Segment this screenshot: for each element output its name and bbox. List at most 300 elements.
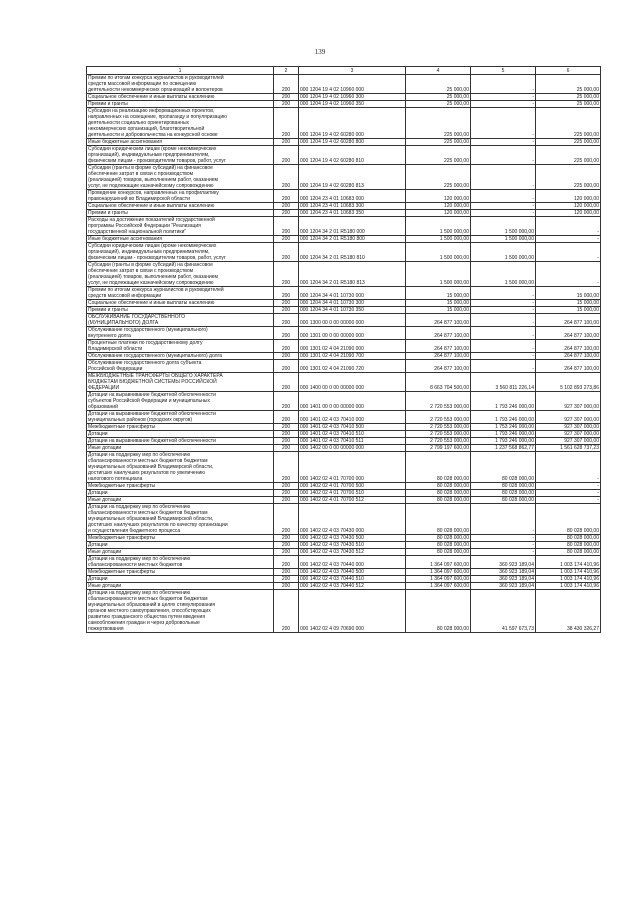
row-executed-cell: 80 028 000,00 <box>471 497 536 504</box>
row-total-cell: 2 720 553 000,00 <box>406 431 471 438</box>
row-code-cell: 200 <box>274 373 299 392</box>
table-row <box>87 146 601 165</box>
row-name-cell: Обслуживание государственного (муниципального) внутреннего долга <box>87 327 274 340</box>
row-executed-cell: 1 753 246 000,00 <box>471 424 536 431</box>
row-remaining-cell: 25 000,00 <box>536 101 601 108</box>
row-total-cell: 1 500 000,00 <box>406 262 471 287</box>
row-remaining-cell: - <box>536 452 601 483</box>
table-row <box>87 165 601 190</box>
row-remaining-cell: 264 877 100,00 <box>536 353 601 360</box>
row-kbk-cell: 000 1402 02 4 03 70430 000 <box>299 504 406 535</box>
row-total-cell: 80 028 000,00 <box>406 542 471 549</box>
row-executed-cell: 360 923 189,04 <box>471 569 536 576</box>
row-kbk-cell: 000 1402 00 0 00 00000 000 <box>299 445 406 452</box>
row-code-cell: 200 <box>274 314 299 327</box>
row-code-cell: 200 <box>274 583 299 590</box>
header-cell: 3 <box>299 67 406 75</box>
table-row <box>87 101 601 108</box>
table-row <box>87 327 601 340</box>
row-kbk-cell: 000 1204 34 4 01 10730 000 <box>299 287 406 300</box>
row-kbk-cell: 000 1402 02 4 09 70690 000 <box>299 590 406 633</box>
row-executed-cell: 360 923 189,04 <box>471 556 536 569</box>
row-name-cell: Дотации на поддержку мер по обеспечению сбалансированности местных бюджетов бюджетам муниципальных образований Владимирской области, достигших наилучших результатов по увеличению налогового потенциала <box>87 452 274 483</box>
row-executed-cell: - <box>471 314 536 327</box>
row-code-cell: 200 <box>274 101 299 108</box>
row-name-cell: Субсидии на реализацию информационных проектов, направленных на освещение, пропаганду и популяризацию деятельности социально ориентированных некоммерческих организаций, благотворительной деятельности и добровольчества на конкурсной основе <box>87 108 274 139</box>
row-kbk-cell: 000 1401 02 4 03 70410 000 <box>299 411 406 424</box>
row-remaining-cell: 1 003 174 410,96 <box>536 556 601 569</box>
row-remaining-cell: 80 028 000,00 <box>536 535 601 542</box>
table-row <box>87 340 601 353</box>
row-name-cell: Межбюджетные трансферты <box>87 569 274 576</box>
row-executed-cell: - <box>471 146 536 165</box>
row-code-cell: 200 <box>274 360 299 373</box>
row-executed-cell: 3 560 811 226,14 <box>471 373 536 392</box>
row-code-cell: 200 <box>274 556 299 569</box>
row-remaining-cell: - <box>536 262 601 287</box>
row-code-cell: 200 <box>274 535 299 542</box>
row-executed-cell: - <box>471 504 536 535</box>
row-code-cell: 200 <box>274 431 299 438</box>
budget-table-body <box>87 67 601 633</box>
row-name-cell: Премии и гранты <box>87 101 274 108</box>
row-total-cell: 25 000,00 <box>406 101 471 108</box>
row-executed-cell: - <box>471 353 536 360</box>
row-total-cell: 264 877 100,00 <box>406 340 471 353</box>
row-name-cell: Премии по итогам конкурса журналистов и руководителей средств массовой информации <box>87 287 274 300</box>
row-total-cell: 120 000,00 <box>406 190 471 203</box>
row-kbk-cell: 000 1402 02 4 01 70700 512 <box>299 497 406 504</box>
row-total-cell: 80 028 000,00 <box>406 452 471 483</box>
row-total-cell: 15 000,00 <box>406 300 471 307</box>
table-row <box>87 542 601 549</box>
row-remaining-cell: 225 000,00 <box>536 146 601 165</box>
table-row <box>87 549 601 556</box>
row-executed-cell: 80 028 000,00 <box>471 452 536 483</box>
row-total-cell: 15 000,00 <box>406 287 471 300</box>
row-code-cell: 200 <box>274 340 299 353</box>
row-total-cell: 80 028 000,00 <box>406 483 471 490</box>
row-kbk-cell: 000 1204 19 4 02 60280 000 <box>299 108 406 139</box>
table-row <box>87 411 601 424</box>
row-executed-cell: - <box>471 340 536 353</box>
row-executed-cell: - <box>471 287 536 300</box>
row-executed-cell: 1 500 000,00 <box>471 243 536 262</box>
row-kbk-cell: 000 1402 02 4 03 70440 500 <box>299 569 406 576</box>
row-executed-cell: 360 923 189,04 <box>471 583 536 590</box>
row-remaining-cell: 80 028 000,00 <box>536 549 601 556</box>
row-kbk-cell: 000 1402 02 4 01 70700 510 <box>299 490 406 497</box>
row-code-cell: 200 <box>274 217 299 236</box>
row-executed-cell: 1 793 246 000,00 <box>471 438 536 445</box>
row-remaining-cell: 264 877 100,00 <box>536 340 601 353</box>
row-remaining-cell: 264 877 100,00 <box>536 327 601 340</box>
row-code-cell: 200 <box>274 497 299 504</box>
row-kbk-cell: 000 1301 02 4 04 21090 720 <box>299 360 406 373</box>
row-name-cell: Дотации на поддержку мер по обеспечению сбалансированности местных бюджетов бюджетам муниципальных образований в целях стимулирования органов местного самоуправления, способствующих развитию гражданского общества путем введения самообложения граждан и через добровольные пожертвования <box>87 590 274 633</box>
row-code-cell: 200 <box>274 190 299 203</box>
row-remaining-cell: 1 561 628 737,23 <box>536 445 601 452</box>
row-name-cell: Премии по итогам конкурса журналистов и руководителей средств массовой информации по освещению деятельности некоммерческих организаций и волонтеров <box>87 75 274 94</box>
row-kbk-cell: 000 1204 19 4 02 60280 813 <box>299 165 406 190</box>
row-remaining-cell: 38 430 326,27 <box>536 590 601 633</box>
row-executed-cell: 1 793 246 000,00 <box>471 431 536 438</box>
row-executed-cell: - <box>471 75 536 94</box>
row-kbk-cell: 000 1402 02 4 03 70440 000 <box>299 556 406 569</box>
row-kbk-cell: 000 1402 02 4 03 70440 510 <box>299 576 406 583</box>
row-code-cell: 200 <box>274 108 299 139</box>
row-name-cell: Дотации <box>87 542 274 549</box>
table-row <box>87 94 601 101</box>
table-row <box>87 583 601 590</box>
row-total-cell: 1 364 097 600,00 <box>406 569 471 576</box>
row-total-cell: 1 364 097 600,00 <box>406 576 471 583</box>
row-name-cell: Субсидии юридическим лицам (кроме некоммерческих организаций), индивидуальным предпринимателям, физическим лицам - производителям товаров, работ, услуг <box>87 243 274 262</box>
row-executed-cell: 1 500 000,00 <box>471 217 536 236</box>
row-name-cell: Иные дотации <box>87 549 274 556</box>
row-code-cell: 200 <box>274 504 299 535</box>
row-total-cell: 2 720 553 000,00 <box>406 424 471 431</box>
table-row <box>87 300 601 307</box>
row-kbk-cell: 000 1204 19 4 02 60280 800 <box>299 139 406 146</box>
row-code-cell: 200 <box>274 353 299 360</box>
row-total-cell: 225 000,00 <box>406 108 471 139</box>
row-kbk-cell: 000 1400 00 0 00 00000 000 <box>299 373 406 392</box>
row-remaining-cell: 927 307 000,00 <box>536 431 601 438</box>
row-code-cell: 200 <box>274 327 299 340</box>
row-executed-cell: 1 500 000,00 <box>471 236 536 243</box>
row-code-cell: 200 <box>274 94 299 101</box>
row-total-cell: 264 877 100,00 <box>406 360 471 373</box>
row-total-cell: 225 000,00 <box>406 139 471 146</box>
row-kbk-cell: 000 1204 34 2 01 R5180 000 <box>299 217 406 236</box>
row-code-cell: 200 <box>274 392 299 411</box>
row-total-cell: 264 877 100,00 <box>406 353 471 360</box>
row-remaining-cell: - <box>536 483 601 490</box>
row-name-cell: Дотации <box>87 431 274 438</box>
row-executed-cell: 1 793 246 000,00 <box>471 392 536 411</box>
row-total-cell: 80 028 000,00 <box>406 535 471 542</box>
row-kbk-cell: 000 1401 02 4 03 70410 500 <box>299 424 406 431</box>
table-row <box>87 452 601 483</box>
row-remaining-cell: 1 003 174 410,96 <box>536 576 601 583</box>
row-total-cell: 1 364 097 600,00 <box>406 583 471 590</box>
row-name-cell: Дотации на поддержку мер по обеспечению сбалансированности местных бюджетов <box>87 556 274 569</box>
row-kbk-cell: 000 1300 00 0 00 00000 000 <box>299 314 406 327</box>
row-kbk-cell: 000 1301 00 0 00 00000 000 <box>299 327 406 340</box>
row-name-cell: Проведение конкурсов, направленных на профилактику правонарушений во Владимирской области <box>87 190 274 203</box>
row-code-cell: 200 <box>274 424 299 431</box>
row-executed-cell: - <box>471 94 536 101</box>
row-name-cell: Социальное обеспечение и иные выплаты населению <box>87 300 274 307</box>
row-code-cell: 200 <box>274 287 299 300</box>
row-executed-cell: - <box>471 300 536 307</box>
row-total-cell: 2 720 553 000,00 <box>406 392 471 411</box>
table-row <box>87 360 601 373</box>
row-name-cell: Дотации на выравнивание бюджетной обеспеченности субъектов Российской Федерации и муниципальных образований <box>87 392 274 411</box>
row-total-cell: 80 028 000,00 <box>406 490 471 497</box>
row-total-cell: 2 720 553 000,00 <box>406 438 471 445</box>
row-executed-cell: 1 500 000,00 <box>471 262 536 287</box>
row-name-cell: Обслуживание государственного долга субъекта Российской Федерации <box>87 360 274 373</box>
row-remaining-cell: 120 000,00 <box>536 210 601 217</box>
header-cell: 2 <box>274 67 299 75</box>
row-code-cell: 200 <box>274 490 299 497</box>
row-remaining-cell: - <box>536 217 601 236</box>
row-remaining-cell: 25 000,00 <box>536 75 601 94</box>
row-total-cell: 8 663 704 500,00 <box>406 373 471 392</box>
row-name-cell: Дотации <box>87 576 274 583</box>
row-remaining-cell: 927 307 000,00 <box>536 392 601 411</box>
row-remaining-cell: - <box>536 497 601 504</box>
table-row <box>87 497 601 504</box>
row-total-cell: 25 000,00 <box>406 75 471 94</box>
row-code-cell: 200 <box>274 411 299 424</box>
row-remaining-cell: 264 877 100,00 <box>536 360 601 373</box>
table-row <box>87 556 601 569</box>
row-name-cell: Процентные платежи по государственному долгу Владимирской области <box>87 340 274 353</box>
row-total-cell: 225 000,00 <box>406 165 471 190</box>
table-row <box>87 243 601 262</box>
row-executed-cell: 1 237 568 862,77 <box>471 445 536 452</box>
row-total-cell: 2 799 197 600,00 <box>406 445 471 452</box>
row-executed-cell: - <box>471 139 536 146</box>
table-row <box>87 307 601 314</box>
row-name-cell: Дотации на поддержку мер по обеспечению сбалансированности местных бюджетов бюджетам муниципальных образований Владимирской области, достигших наилучших результатов по качеству организации и осуществления бюджетного процесса <box>87 504 274 535</box>
row-code-cell: 200 <box>274 549 299 556</box>
row-code-cell: 200 <box>274 243 299 262</box>
row-total-cell: 120 000,00 <box>406 203 471 210</box>
row-executed-cell: - <box>471 165 536 190</box>
row-name-cell: Дотации на выравнивание бюджетной обеспеченности муниципальных районов (городских округов) <box>87 411 274 424</box>
table-row <box>87 424 601 431</box>
row-name-cell: Межбюджетные трансферты <box>87 424 274 431</box>
row-remaining-cell: 80 028 000,00 <box>536 504 601 535</box>
row-name-cell: Межбюджетные трансферты <box>87 483 274 490</box>
row-code-cell: 200 <box>274 300 299 307</box>
row-kbk-cell: 000 1401 00 0 00 00000 000 <box>299 392 406 411</box>
row-code-cell: 200 <box>274 576 299 583</box>
row-kbk-cell: 000 1204 23 4 01 10683 000 <box>299 190 406 203</box>
row-kbk-cell: 000 1401 02 4 03 70410 511 <box>299 438 406 445</box>
row-name-cell: Иные дотации <box>87 445 274 452</box>
row-code-cell: 200 <box>274 210 299 217</box>
row-executed-cell: - <box>471 190 536 203</box>
row-name-cell: Межбюджетные трансферты <box>87 535 274 542</box>
row-code-cell: 200 <box>274 165 299 190</box>
row-kbk-cell: 000 1301 02 4 04 21090 000 <box>299 340 406 353</box>
table-row <box>87 210 601 217</box>
header-cell: 1 <box>87 67 274 75</box>
row-total-cell: 264 877 100,00 <box>406 327 471 340</box>
row-name-cell: Обслуживание государственного (муниципального) долга <box>87 353 274 360</box>
row-name-cell: Расходы на достижение показателей государственной программы Российской Федерации "Реализация государственной национальной политики" <box>87 217 274 236</box>
row-code-cell: 200 <box>274 438 299 445</box>
row-name-cell: Социальное обеспечение и иные выплаты населению <box>87 203 274 210</box>
row-total-cell: 1 500 000,00 <box>406 217 471 236</box>
row-executed-cell: - <box>471 210 536 217</box>
row-name-cell: Иные бюджетные ассигнования <box>87 139 274 146</box>
row-total-cell: 1 500 000,00 <box>406 243 471 262</box>
row-remaining-cell: 927 307 000,00 <box>536 424 601 431</box>
row-executed-cell: - <box>471 549 536 556</box>
row-remaining-cell: 5 102 893 273,86 <box>536 373 601 392</box>
row-remaining-cell: - <box>536 490 601 497</box>
row-total-cell: 15 000,00 <box>406 307 471 314</box>
table-header-row <box>87 67 601 75</box>
row-name-cell: Премии и гранты <box>87 210 274 217</box>
row-name-cell: ОБСЛУЖИВАНИЕ ГОСУДАРСТВЕННОГО (МУНИЦИПАЛЬНОГО) ДОЛГА <box>87 314 274 327</box>
table-row <box>87 108 601 139</box>
row-kbk-cell: 000 1402 02 4 03 70430 510 <box>299 542 406 549</box>
row-code-cell: 200 <box>274 590 299 633</box>
row-remaining-cell: 15 000,00 <box>536 287 601 300</box>
row-remaining-cell: 1 003 174 410,96 <box>536 583 601 590</box>
row-code-cell: 200 <box>274 262 299 287</box>
row-total-cell: 120 000,00 <box>406 210 471 217</box>
row-name-cell: Субсидии (гранты в форме субсидий) на финансовое обеспечение затрат в связи с производством (реализацией) товаров, выполнением работ, оказанием услуг, не подлежащие казначейскому сопровождению <box>87 262 274 287</box>
row-code-cell: 200 <box>274 445 299 452</box>
table-row <box>87 569 601 576</box>
row-name-cell: Дотации на выравнивание бюджетной обеспеченности <box>87 438 274 445</box>
row-kbk-cell: 000 1402 02 4 01 70700 500 <box>299 483 406 490</box>
row-remaining-cell: 225 000,00 <box>536 108 601 139</box>
header-cell: 6 <box>536 67 601 75</box>
row-remaining-cell: 927 307 000,00 <box>536 438 601 445</box>
row-executed-cell: - <box>471 307 536 314</box>
table-row <box>87 445 601 452</box>
table-row <box>87 203 601 210</box>
row-executed-cell: 360 923 189,04 <box>471 576 536 583</box>
row-kbk-cell: 000 1204 34 4 01 10730 350 <box>299 307 406 314</box>
row-remaining-cell: 225 000,00 <box>536 139 601 146</box>
row-kbk-cell: 000 1204 19 4 02 10960 300 <box>299 94 406 101</box>
table-row <box>87 504 601 535</box>
row-total-cell: 1 500 000,00 <box>406 236 471 243</box>
row-kbk-cell: 000 1204 34 2 01 R5180 810 <box>299 243 406 262</box>
table-row <box>87 392 601 411</box>
row-name-cell: Иные бюджетные ассигнования <box>87 236 274 243</box>
row-executed-cell: 80 028 000,00 <box>471 483 536 490</box>
table-row <box>87 576 601 583</box>
row-name-cell: Дотации <box>87 490 274 497</box>
budget-table <box>86 66 601 633</box>
row-total-cell: 25 000,00 <box>406 94 471 101</box>
row-name-cell: Субсидии (гранты в форме субсидий) на финансовое обеспечение затрат в связи с производством (реализацией) товаров, выполнением работ, оказанием услуг, не подлежащие казначейскому сопровождению <box>87 165 274 190</box>
row-kbk-cell: 000 1204 19 4 02 60280 810 <box>299 146 406 165</box>
page-number: 139 <box>314 48 326 56</box>
table-row <box>87 590 601 633</box>
table-row <box>87 490 601 497</box>
table-row <box>87 314 601 327</box>
row-kbk-cell: 000 1204 19 4 02 10960 350 <box>299 101 406 108</box>
row-executed-cell: - <box>471 542 536 549</box>
row-code-cell: 200 <box>274 75 299 94</box>
row-executed-cell: 80 028 000,00 <box>471 490 536 497</box>
table-row <box>87 262 601 287</box>
table-row <box>87 353 601 360</box>
row-kbk-cell: 000 1402 02 4 01 70700 000 <box>299 452 406 483</box>
row-remaining-cell: 120 000,00 <box>536 203 601 210</box>
row-remaining-cell: 120 000,00 <box>536 190 601 203</box>
row-kbk-cell: 000 1402 02 4 03 70430 500 <box>299 535 406 542</box>
row-kbk-cell: 000 1204 34 2 01 R5180 800 <box>299 236 406 243</box>
row-kbk-cell: 000 1402 02 4 03 70430 512 <box>299 549 406 556</box>
row-name-cell: Социальное обеспечение и иные выплаты населению <box>87 94 274 101</box>
row-executed-cell: 41 597 673,73 <box>471 590 536 633</box>
row-code-cell: 200 <box>274 236 299 243</box>
table-row <box>87 431 601 438</box>
row-kbk-cell: 000 1402 02 4 03 70440 512 <box>299 583 406 590</box>
row-remaining-cell: 264 877 100,00 <box>536 314 601 327</box>
row-remaining-cell: 25 000,00 <box>536 94 601 101</box>
table-row <box>87 483 601 490</box>
row-executed-cell: - <box>471 203 536 210</box>
row-code-cell: 200 <box>274 139 299 146</box>
row-kbk-cell: 000 1301 02 4 04 21090 700 <box>299 353 406 360</box>
row-name-cell: Субсидии юридическим лицам (кроме некоммерческих организаций), индивидуальным предпринимателям, физическим лицам - производителям товаров, работ, услуг <box>87 146 274 165</box>
row-name-cell: Иные дотации <box>87 583 274 590</box>
row-remaining-cell: 80 028 000,00 <box>536 542 601 549</box>
row-kbk-cell: 000 1204 19 4 02 10960 000 <box>299 75 406 94</box>
row-executed-cell: - <box>471 108 536 139</box>
row-remaining-cell: 15 000,00 <box>536 300 601 307</box>
row-code-cell: 200 <box>274 483 299 490</box>
row-code-cell: 200 <box>274 307 299 314</box>
row-executed-cell: - <box>471 535 536 542</box>
row-total-cell: 80 028 000,00 <box>406 497 471 504</box>
row-code-cell: 200 <box>274 542 299 549</box>
row-remaining-cell: 15 000,00 <box>536 307 601 314</box>
row-total-cell: 80 028 000,00 <box>406 504 471 535</box>
row-executed-cell: - <box>471 327 536 340</box>
row-kbk-cell: 000 1401 02 4 03 70410 510 <box>299 431 406 438</box>
row-name-cell: МЕЖБЮДЖЕТНЫЕ ТРАНСФЕРТЫ ОБЩЕГО ХАРАКТЕРА БЮДЖЕТАМ БЮДЖЕТНОЙ СИСТЕМЫ РОССИЙСКОЙ ФЕДЕРАЦИИ <box>87 373 274 392</box>
row-total-cell: 264 877 100,00 <box>406 314 471 327</box>
header-cell: 4 <box>406 67 471 75</box>
row-remaining-cell: - <box>536 236 601 243</box>
table-row <box>87 139 601 146</box>
table-row <box>87 287 601 300</box>
table-row <box>87 190 601 203</box>
row-remaining-cell: 1 003 174 410,96 <box>536 569 601 576</box>
row-kbk-cell: 000 1204 34 2 01 R5180 813 <box>299 262 406 287</box>
row-kbk-cell: 000 1204 23 4 01 10683 350 <box>299 210 406 217</box>
row-total-cell: 2 720 553 000,00 <box>406 411 471 424</box>
header-cell: 5 <box>471 67 536 75</box>
row-kbk-cell: 000 1204 34 4 01 10730 300 <box>299 300 406 307</box>
row-total-cell: 80 028 000,00 <box>406 549 471 556</box>
row-total-cell: 225 000,00 <box>406 146 471 165</box>
row-kbk-cell: 000 1204 23 4 01 10683 300 <box>299 203 406 210</box>
row-executed-cell: - <box>471 360 536 373</box>
row-remaining-cell: 927 307 000,00 <box>536 411 601 424</box>
table-row <box>87 373 601 392</box>
row-code-cell: 200 <box>274 203 299 210</box>
table-row <box>87 535 601 542</box>
row-executed-cell: 1 793 246 000,00 <box>471 411 536 424</box>
row-executed-cell: - <box>471 101 536 108</box>
row-total-cell: 80 028 000,00 <box>406 590 471 633</box>
row-code-cell: 200 <box>274 569 299 576</box>
table-row <box>87 75 601 94</box>
table-row <box>87 217 601 236</box>
row-name-cell: Иные дотации <box>87 497 274 504</box>
row-remaining-cell: 225 000,00 <box>536 165 601 190</box>
row-remaining-cell: - <box>536 243 601 262</box>
row-code-cell: 200 <box>274 146 299 165</box>
row-code-cell: 200 <box>274 452 299 483</box>
